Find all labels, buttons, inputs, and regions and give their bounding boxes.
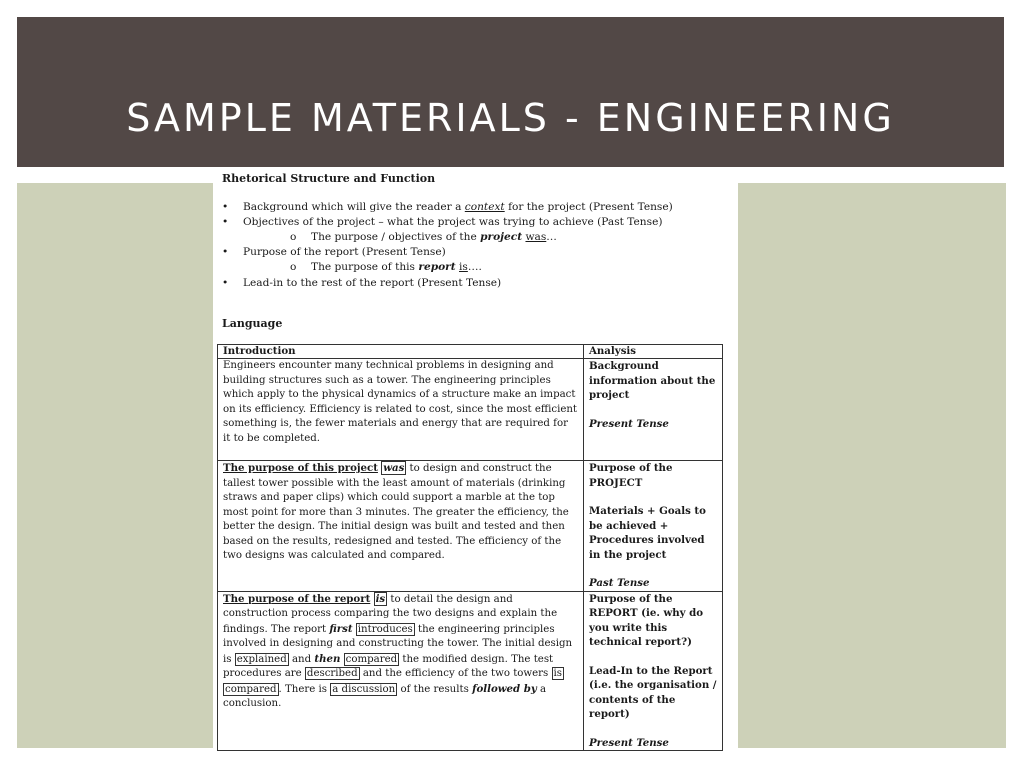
document-image — [213, 168, 738, 768]
circle-bullet-icon: o — [290, 231, 297, 243]
bullet-item: • Purpose of the report (Present Tense) — [222, 246, 446, 258]
intro-cell: Engineers encounter many technical problems in designing and building structures such as a tower. The engineering principles which apply to the physical dynamics of a structure make an impact on its efficiency. Efficiency is related to cost, since the most efficient something is, the fewer materials and energy that are required for it to be completed. — [218, 359, 584, 461]
analysis-cell: Purpose of the REPORT (ie. why do you write this technical report?) Lead-In to the Report (i.e. the organisation / contents of the report) Present Tense — [584, 591, 723, 751]
bullet-item: • Objectives of the project – what the project was trying to achieve (Past Tense) — [222, 216, 663, 228]
intro-cell: The purpose of this project was to design and construct the tallest tower possible with the least amount of materials (drinking straws and paper clips) which could support a marble at the top most point for more than 3 minutes. The greater the efficiency, the better the design. The initial design was built and tested and then based on the results, redesigned and tested. The efficiency of the two designs was calculated and compared. — [218, 461, 584, 592]
table-row — [218, 359, 723, 461]
title-bar — [17, 17, 1004, 167]
bullet-icon: • — [222, 246, 229, 258]
table-row — [218, 461, 723, 592]
bullet-item: • Lead-in to the rest of the report (Present Tense) — [222, 277, 502, 289]
intro-cell: The purpose of the report is to detail the design and construction process comparing the two designs and explain the findings. The report first introduces the engineering principles involved in designing and constructing the tower. The initial design is explained and then compared the modified design. The test procedures are described and the efficiency of the two towers is compared . There is a discussion of the results followed by a conclusion. — [218, 591, 584, 751]
side-panel-right — [738, 183, 1006, 748]
bullet-item: • Background which will give the reader a context for the project (Present Tense) — [222, 201, 673, 213]
analysis-cell: Background information about the project Present Tense — [584, 359, 723, 461]
bullet-icon: • — [222, 201, 229, 213]
language-heading: Language — [222, 317, 283, 330]
analysis-cell: Purpose of the PROJECT Materials + Goals to be achieved + Procedures involved in the project Past Tense — [584, 461, 723, 592]
table-header-row — [218, 345, 723, 359]
sub-bullet-item: o The purpose of this report is…. — [290, 261, 482, 273]
bullet-icon: • — [222, 277, 229, 289]
side-panel-left — [17, 183, 213, 748]
language-table — [217, 344, 723, 751]
header-introduction: Introduction — [218, 345, 584, 359]
sub-bullet-item: o The purpose / objectives of the project was… — [290, 231, 557, 243]
bullet-icon: • — [222, 216, 229, 228]
rhetorical-heading: Rhetorical Structure and Function — [222, 172, 436, 185]
header-analysis: Analysis — [584, 345, 723, 359]
bullet-list — [222, 200, 722, 291]
circle-bullet-icon: o — [290, 261, 297, 273]
table-row — [218, 591, 723, 751]
slide-title: SAMPLE MATERIALS - ENGINEERING — [126, 96, 895, 140]
